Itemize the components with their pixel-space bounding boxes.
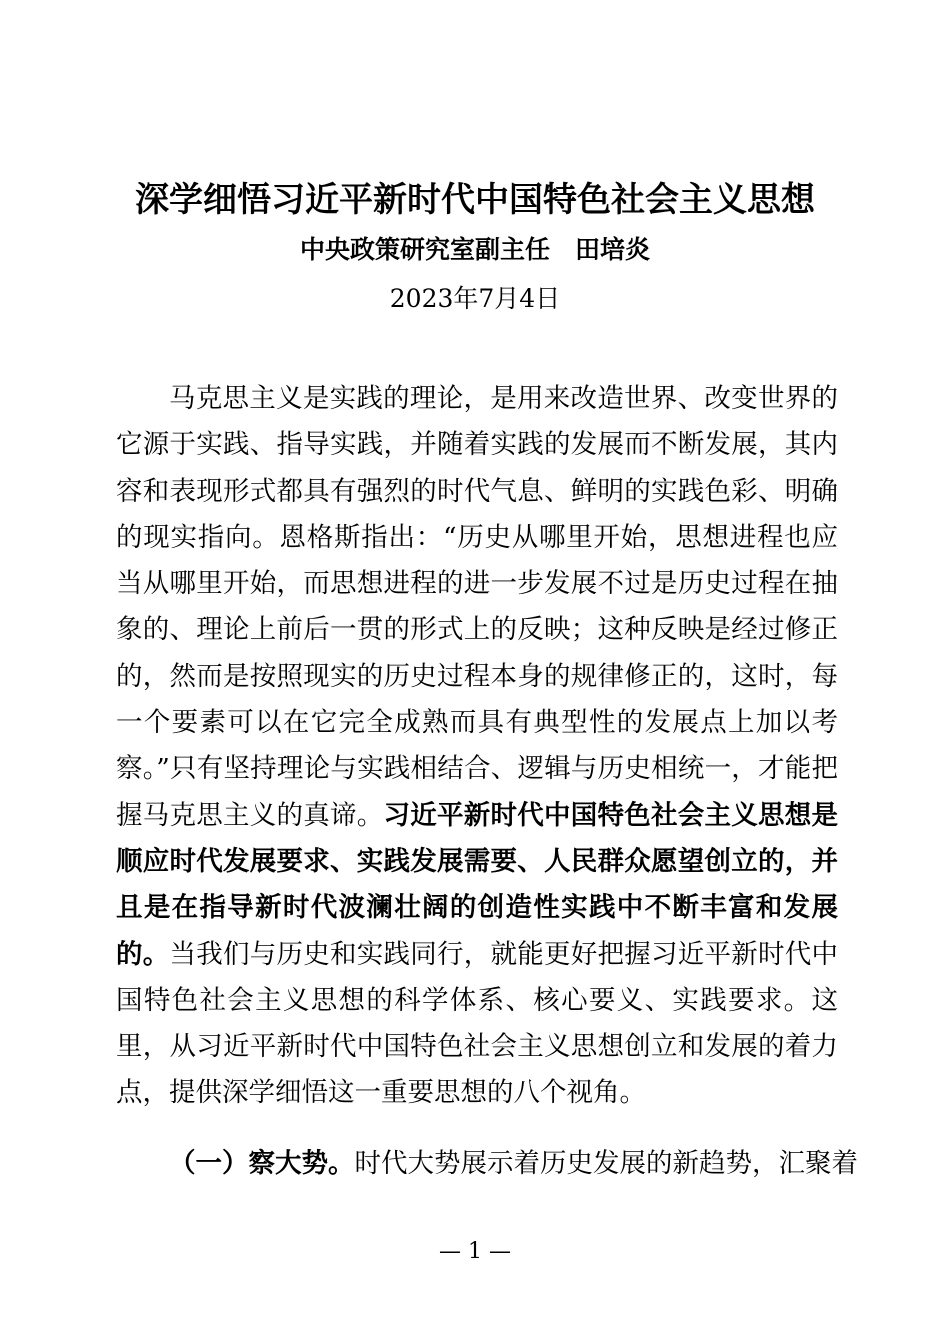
author-line: 中央政策研究室副主任 田培炎	[299, 235, 650, 264]
paragraph-text-continued: 当我们与历史和实践同行，就能更好把握习近平新时代中国特色社会主义思想的科学体系、核心要义、实践要求。这里，从习近平新时代中国特色社会主义思想创立和发展的着力点，提供深学细悟这一重要思想的八个视角。	[116, 938, 838, 1109]
emphasis-text: 习近平新时代中国特色社会主义思想是顺应时代发展要求、实践发展需要、人民群众愿望创立的，并且是在指导新时代波澜壮阔的创造性实践中不断丰富和发展的。	[116, 799, 838, 970]
page-number: — 1 —	[439, 1239, 511, 1264]
body-paragraph	[116, 376, 838, 1117]
section-heading: （一）察大势。	[169, 1148, 355, 1179]
document-date: 2023年7月4日	[389, 284, 561, 313]
section-paragraph	[116, 1141, 858, 1187]
document-title: 深学细悟习近平新时代中国特色社会主义思想	[135, 180, 815, 220]
paragraph-text: 马克思主义是实践的理论，是用来改造世界、改变世界的它源于实践、指导实践，并随着实践的发展而不断发展，其内容和表现形式都具有强烈的时代气息、鲜明的实践色彩、明确的现实指向。恩格斯指出：“历史从哪里开始，思想进程也应当从哪里开始，而思想进程的进一步发展不过是历史过程在抽象的、理论上前后一贯的形式上的反映；这种反映是经过修正的，然而是按照现实的历史过程本身的规律修正的，这时，每一个要素可以在它完全成熟而具有典型性的发展点上加以考察。”只有坚持理论与实践相结合、逻辑与历史相统一，才能把握马克思主义的真谛。	[116, 383, 838, 831]
section-text: 时代大势展示着历史发展的新趋势，汇聚着	[354, 1148, 858, 1179]
